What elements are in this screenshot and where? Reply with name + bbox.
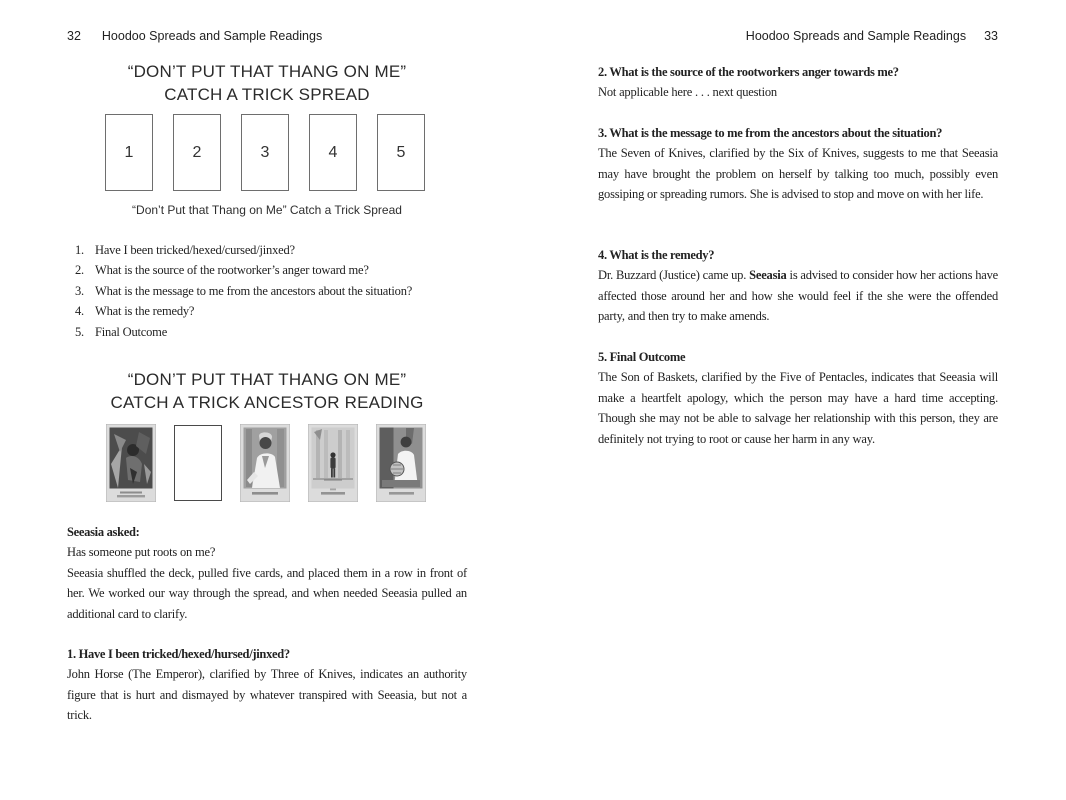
section-3-body-text: The Seven of Knives, clarified by the Six of Knives, suggests to me that Seeasia may have brought the problem on herself by talking too much, possibly even gossiping or spreading rumors. She is advised to stop and move on with her life. (598, 146, 998, 202)
section-3-heading: 3. What is the message to me from the ancestors about the situation? (598, 126, 943, 140)
question-list-item (75, 301, 412, 321)
spread-card-box-1: 1 (105, 114, 153, 191)
ancestor-card-row (106, 424, 426, 502)
running-head-title-left: Hoodoo Spreads and Sample Readings (101, 29, 323, 43)
seeasia-section (67, 522, 467, 624)
page-number-right: 33 (984, 29, 998, 43)
section-5-body-text: The Son of Baskets, clarified by the Five of Pentacles, indicates that Seeasia will make a heartfelt apology, which the person may have a hard time accepting. Though she may not be able to salvage her relationship with this person, they are definitely not trying to root or cause her harm in any way. (598, 370, 998, 446)
left-page (67, 0, 467, 800)
question-text: What is the source of the rootworker’s anger toward me? (95, 263, 369, 278)
question-number: 1. (75, 243, 84, 257)
question1-body: John Horse (The Emperor), clarified by Three of Knives, indicates an authority figure that is hurt and dismayed by whatever transpired with Seeasia, but not a trick. (67, 667, 467, 723)
section-5-body (598, 367, 998, 449)
section-4-body-text: Dr. Buzzard (Justice) came up. (598, 268, 750, 283)
section-4-heading: 4. What is the remedy? (598, 248, 715, 262)
question-text: Have I been tricked/hexed/cursed/jinxed? (95, 243, 295, 257)
question-list-item (75, 240, 412, 260)
spread-title (67, 60, 467, 106)
spread-card-box-4: 4 (309, 114, 357, 191)
spread-title-line1: “DON’T PUT THAT THANG ON ME” (127, 62, 407, 81)
spread-card-row (105, 114, 425, 191)
section-4-body-bold: Seeasia (749, 268, 787, 283)
question-list-item (75, 281, 412, 301)
spread-title-line2: CATCH A TRICK SPREAD (164, 85, 370, 104)
right-page (598, 0, 998, 800)
seeasia-heading: Seeasia asked: (67, 525, 140, 539)
section-2-heading: 2. What is the source of the rootworkers anger towards me? (598, 65, 899, 79)
running-head-title-right: Hoodoo Spreads and Sample Readings (745, 29, 967, 43)
question-list-item (75, 322, 412, 342)
section-question-3 (598, 123, 998, 205)
spread-card-box-2: 2 (173, 114, 221, 191)
seeasia-question-line: Has someone put roots on me? (67, 545, 216, 560)
running-head-right (598, 29, 998, 43)
ancestor-card-4-illustration (308, 424, 358, 502)
question1-heading: 1. Have I been tricked/hexed/hursed/jinxed? (67, 647, 290, 661)
running-head-left (67, 29, 467, 43)
ancestor-card-5-illustration (376, 424, 426, 502)
section-5-heading: 5. Final Outcome (598, 350, 686, 364)
question-number: 4. (75, 304, 84, 319)
ancestor-reading-title-line1: “DON’T PUT THAT THANG ON ME” (127, 370, 407, 389)
ancestor-reading-title-line2: CATCH A TRICK ANCESTOR READING (110, 393, 424, 412)
spread-card-box-5: 5 (377, 114, 425, 191)
section-4-body-rest: is advised to consider how her actions have affected those around her and how she would feel if the she were the offended party, and then try to make amends. (598, 268, 998, 324)
page-number-left: 32 (67, 29, 81, 43)
seeasia-paragraph: Seeasia shuffled the deck, pulled five cards, and placed them in a row in front of her. We worked our way through the spread, and when needed Seeasia pulled an additional card to clarify. (67, 565, 467, 621)
question-text: What is the message to me from the ancestors about the situation? (95, 283, 413, 298)
question-list-item (75, 260, 412, 280)
section-question-4 (598, 245, 998, 327)
section-final-outcome (598, 347, 998, 449)
ancestor-card-3-illustration (240, 424, 290, 502)
question1-section (67, 644, 467, 726)
question-number: 2. (75, 263, 84, 278)
section-3-body (598, 143, 998, 204)
spread-caption: “Don’t Put that Thang on Me” Catch a Trick Spread (132, 203, 402, 217)
ancestor-reading-title (67, 368, 467, 414)
section-2-body (598, 82, 998, 102)
question-number: 3. (75, 283, 84, 298)
spread-card-box-3: 3 (241, 114, 289, 191)
ancestor-card-2-blank (174, 425, 222, 501)
question-number: 5. (75, 324, 84, 339)
section-2-body-text: Not applicable here . . . next question (598, 85, 777, 100)
question-text: Final Outcome (95, 324, 168, 339)
section-4-body (598, 265, 998, 326)
question-list (75, 240, 412, 342)
ancestor-card-1-illustration (106, 424, 156, 502)
section-question-2 (598, 62, 998, 103)
question-text: What is the remedy? (95, 304, 195, 319)
